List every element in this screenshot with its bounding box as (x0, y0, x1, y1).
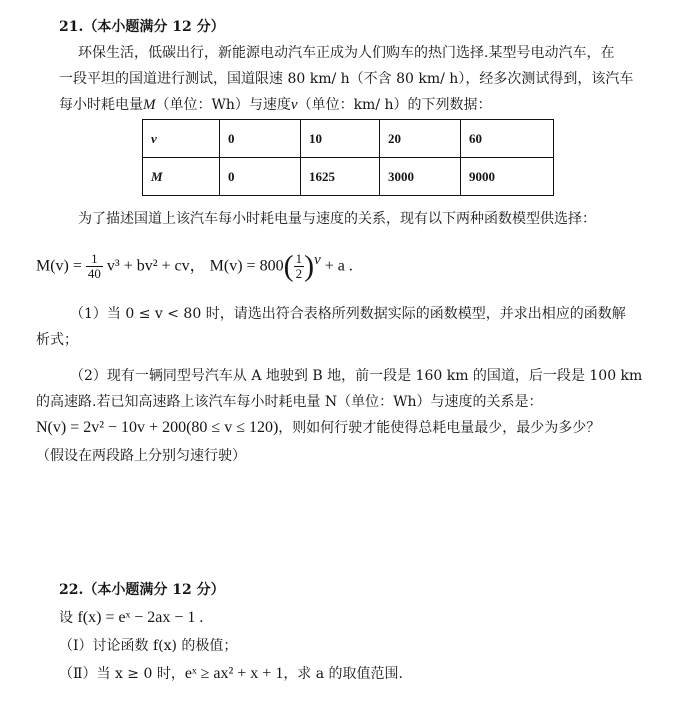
q22-part-2: （Ⅱ）当 x ≥ 0 时，eˣ ≥ ax² + x + 1，求 a 的取值范围. (59, 665, 404, 682)
table-cell: 10 (301, 120, 380, 158)
table-cell: 0 (220, 158, 301, 196)
table-cell: 3000 (380, 158, 461, 196)
model-2-fraction: $\frac{1}{2}$ (295, 251, 303, 282)
q21-intro-line-1: 环保生活，低碳出行，新能源电动汽车正成为人们购车的热门选择.某型号电动汽车，在 (78, 45, 615, 61)
table-cell: M (143, 158, 220, 196)
part-2-line-1: （2）现有一辆同型号汽车从 A 地驶到 B 地，前一段是 160 km 的国道，后一段是 100 km (70, 368, 643, 384)
part-1-line-1: （1）当 0 ≤ v < 80 时，请选出符合表格所列数据实际的函数模型，并求出相应的函数解 (70, 306, 626, 322)
model-1-lhs: M(v) = (36, 257, 82, 275)
model-1-fraction: $\frac{1}{40}$ (87, 251, 101, 282)
part-2-note: （假设在两段路上分别匀速行驶） (36, 448, 246, 464)
q22-given: 设 f(x) = eˣ − 2ax − 1 . (59, 609, 204, 626)
part-2-formula-line (36, 418, 600, 438)
model-2-exponent: v (314, 252, 321, 268)
model-1-rhs: v³ + bv² + cv， (106, 257, 206, 275)
table-cell: 1625 (301, 158, 380, 196)
question-22-header: 22.（本小题满分 12 分） (59, 582, 225, 598)
q21-intro-line-2: 一段平坦的国道进行测试，国道限速 80 km/ h（不含 80 km/ h），经多次测试得到，该汽车 (59, 71, 634, 87)
question-21-header: 21.（本小题满分 12 分） (59, 19, 225, 35)
table-cell: 20 (380, 120, 461, 158)
model-formulas: M(v) = $\frac{1}{40}$ v³ + bv² + cv， M(v) = 800( $\frac{1}{2}$ )$^v$ + a . (36, 249, 353, 283)
table-cell: 60 (461, 120, 554, 158)
table-row (143, 120, 554, 158)
table-cell: v (143, 120, 220, 158)
part-1-line-2: 析式； (36, 332, 78, 348)
part-2-formula: N(v) = 2v² − 10v + 200(80 ≤ v ≤ 120) (36, 419, 279, 436)
table-cell: 0 (220, 120, 301, 158)
model-2-rhs: + a . (324, 257, 353, 275)
model-2-lhs: M(v) = 800 (209, 257, 284, 275)
table-cell: 9000 (461, 158, 554, 196)
data-table (142, 119, 554, 196)
q21-intro-line-3: 每小时耗电量M（单位：Wh）与速度v（单位：km/ h）的下列数据： (59, 97, 492, 113)
table-row (143, 158, 554, 196)
q22-part-1: （Ⅰ）讨论函数 f(x) 的极值； (59, 638, 238, 654)
part-2-formula-post: ，则如何行驶才能使得总耗电量最少，最少为多少？ (278, 420, 601, 436)
models-intro: 为了描述国道上该汽车每小时耗电量与速度的关系，现有以下两种函数模型供选择： (78, 211, 596, 227)
part-2-line-2: 的高速路.若已知高速路上该汽车每小时耗电量 N（单位：Wh）与速度的关系是： (36, 394, 543, 410)
